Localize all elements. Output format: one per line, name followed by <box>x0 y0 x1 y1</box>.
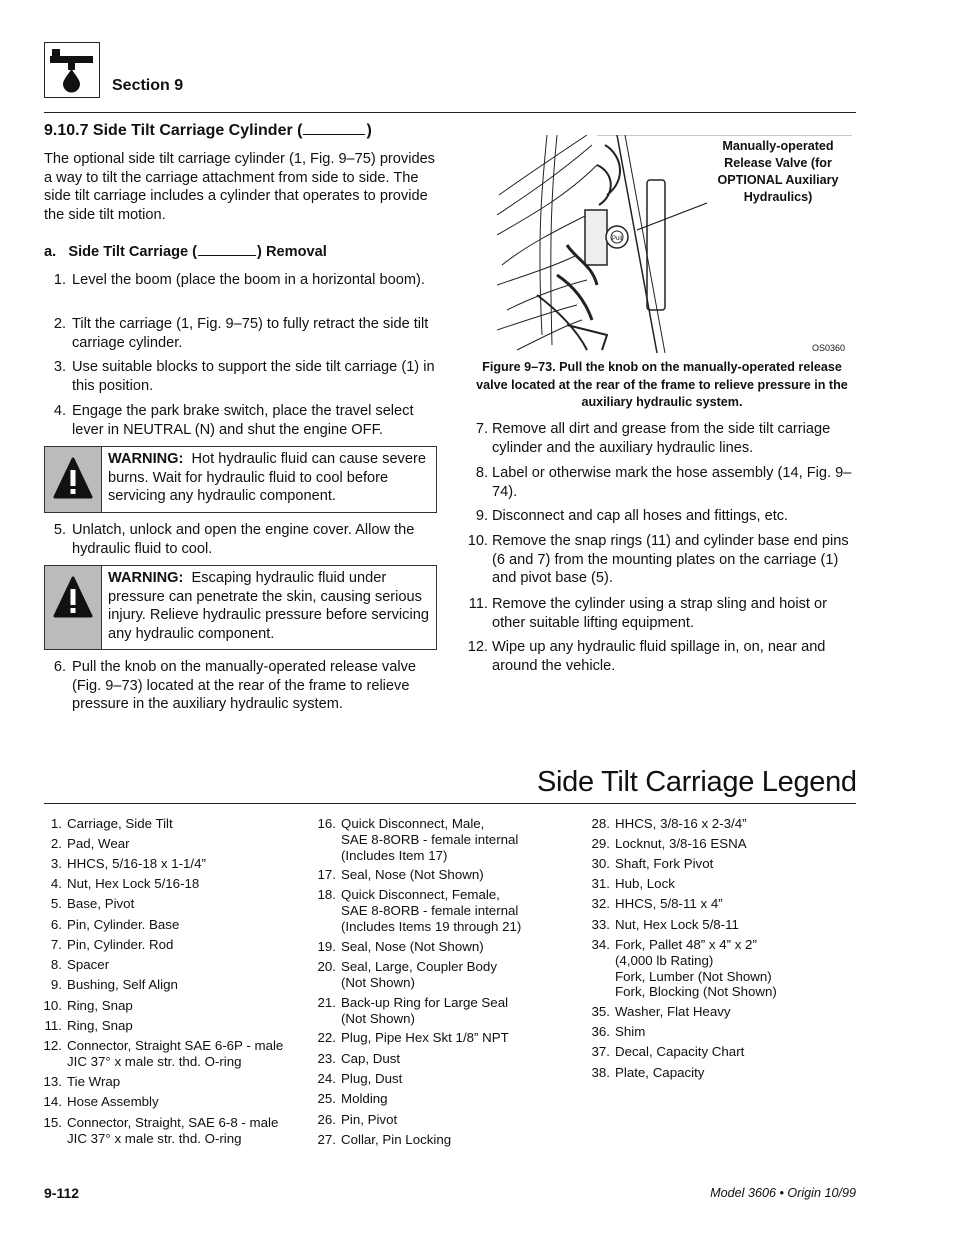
warning-box-pressure: WARNING: Escaping hydraulic fluid under pressure can penetrate the skin, causing serious injury. Relieve hydraulic pressure before servicing any hydraulic component. <box>44 565 437 650</box>
heading-blank <box>303 122 365 135</box>
header-divider <box>44 112 856 113</box>
figure-callout: Manually-operated Release Valve (for OPTIONAL Auxiliary Hydraulics) <box>717 139 839 204</box>
subheading-blank <box>198 243 256 256</box>
warning-box-hot-fluid: WARNING: Hot hydraulic fluid can cause severe burns. Wait for hydraulic fluid to cool before servicing any hydraulic component. <box>44 446 437 513</box>
oil-drop-icon <box>45 43 98 96</box>
legend-title: Side Tilt Carriage Legend <box>537 766 857 798</box>
section-label: Section 9 <box>112 77 184 94</box>
hydraulic-section-logo <box>44 42 100 98</box>
warning-triangle-icon <box>45 447 101 512</box>
legend-divider <box>44 803 856 804</box>
intro-paragraph: The optional side tilt carriage cylinder (1, Fig. 9–75) provides a way to tilt the carriage attachment from side to side. The side tilt carriage includes a cylinder that operates to provide the side tilt motion. <box>44 151 435 223</box>
warning-triangle-icon <box>45 566 101 626</box>
model-origin: Model 3606 • Origin 10/99 <box>710 1186 856 1200</box>
page-number: 9-112 <box>44 1185 80 1201</box>
photo-id: OS0360 <box>812 343 846 353</box>
subheading: a. Side Tilt Carriage ( ) Removal <box>44 244 327 260</box>
figure-caption: Figure 9–73. Pull the knob on the manually-operated release valve located at the rear of the frame to relieve pressure in the auxiliary hydraulic system. <box>476 360 848 409</box>
section-heading: 9.10.7 Side Tilt Carriage Cylinder ( ) <box>44 122 372 139</box>
knob-label: Pull <box>611 236 623 242</box>
